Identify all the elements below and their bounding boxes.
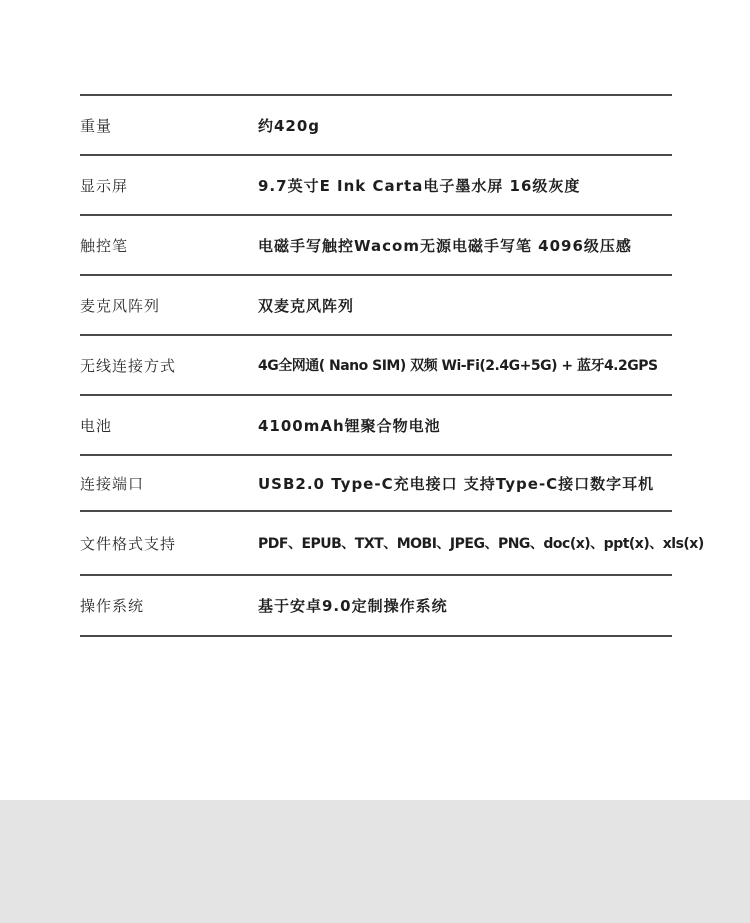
spec-value: 基于安卓9.0定制操作系统 [258, 597, 448, 615]
spec-value: 4100mAh锂聚合物电池 [258, 416, 441, 435]
spec-label: 显示屏 [80, 176, 129, 195]
spec-value: 约420g [258, 116, 321, 135]
spec-label: 无线连接方式 [80, 356, 177, 375]
spec-value: 4G全网通( Nano SIM) 双频 Wi-Fi(2.4G+5G) + 蓝牙4.2GPS [258, 358, 658, 374]
spec-label: 文件格式支持 [80, 534, 177, 553]
spec-label: 电池 [80, 416, 113, 435]
spec-row-weight [80, 96, 672, 156]
spec-row-os [80, 576, 672, 637]
spec-row-file-formats [80, 512, 704, 576]
spec-row-battery [80, 396, 672, 456]
spec-row-display [80, 156, 672, 216]
spec-value: USB2.0 Type-C充电接口 支持Type-C接口数字耳机 [258, 474, 655, 493]
spec-label: 连接端口 [80, 474, 145, 493]
spec-value: PDF、EPUB、TXT、MOBI、JPEG、PNG、doc(x)、ppt(x)、xls(x) [258, 536, 704, 552]
spec-row-microphone [80, 276, 672, 336]
spec-value: 双麦克风阵列 [258, 296, 355, 315]
spec-table [80, 94, 704, 637]
spec-value: 9.7英寸E Ink Carta电子墨水屏 16级灰度 [258, 176, 581, 195]
spec-label: 麦克风阵列 [80, 296, 161, 315]
spec-label: 触控笔 [80, 236, 129, 255]
spec-row-stylus [80, 216, 672, 276]
spec-label: 重量 [80, 116, 113, 135]
spec-value: 电磁手写触控Wacom无源电磁手写笔 4096级压感 [258, 236, 632, 255]
spec-row-ports [80, 456, 672, 512]
footer-band [0, 800, 750, 923]
spec-row-wireless [80, 336, 672, 396]
spec-label: 操作系统 [80, 597, 145, 615]
